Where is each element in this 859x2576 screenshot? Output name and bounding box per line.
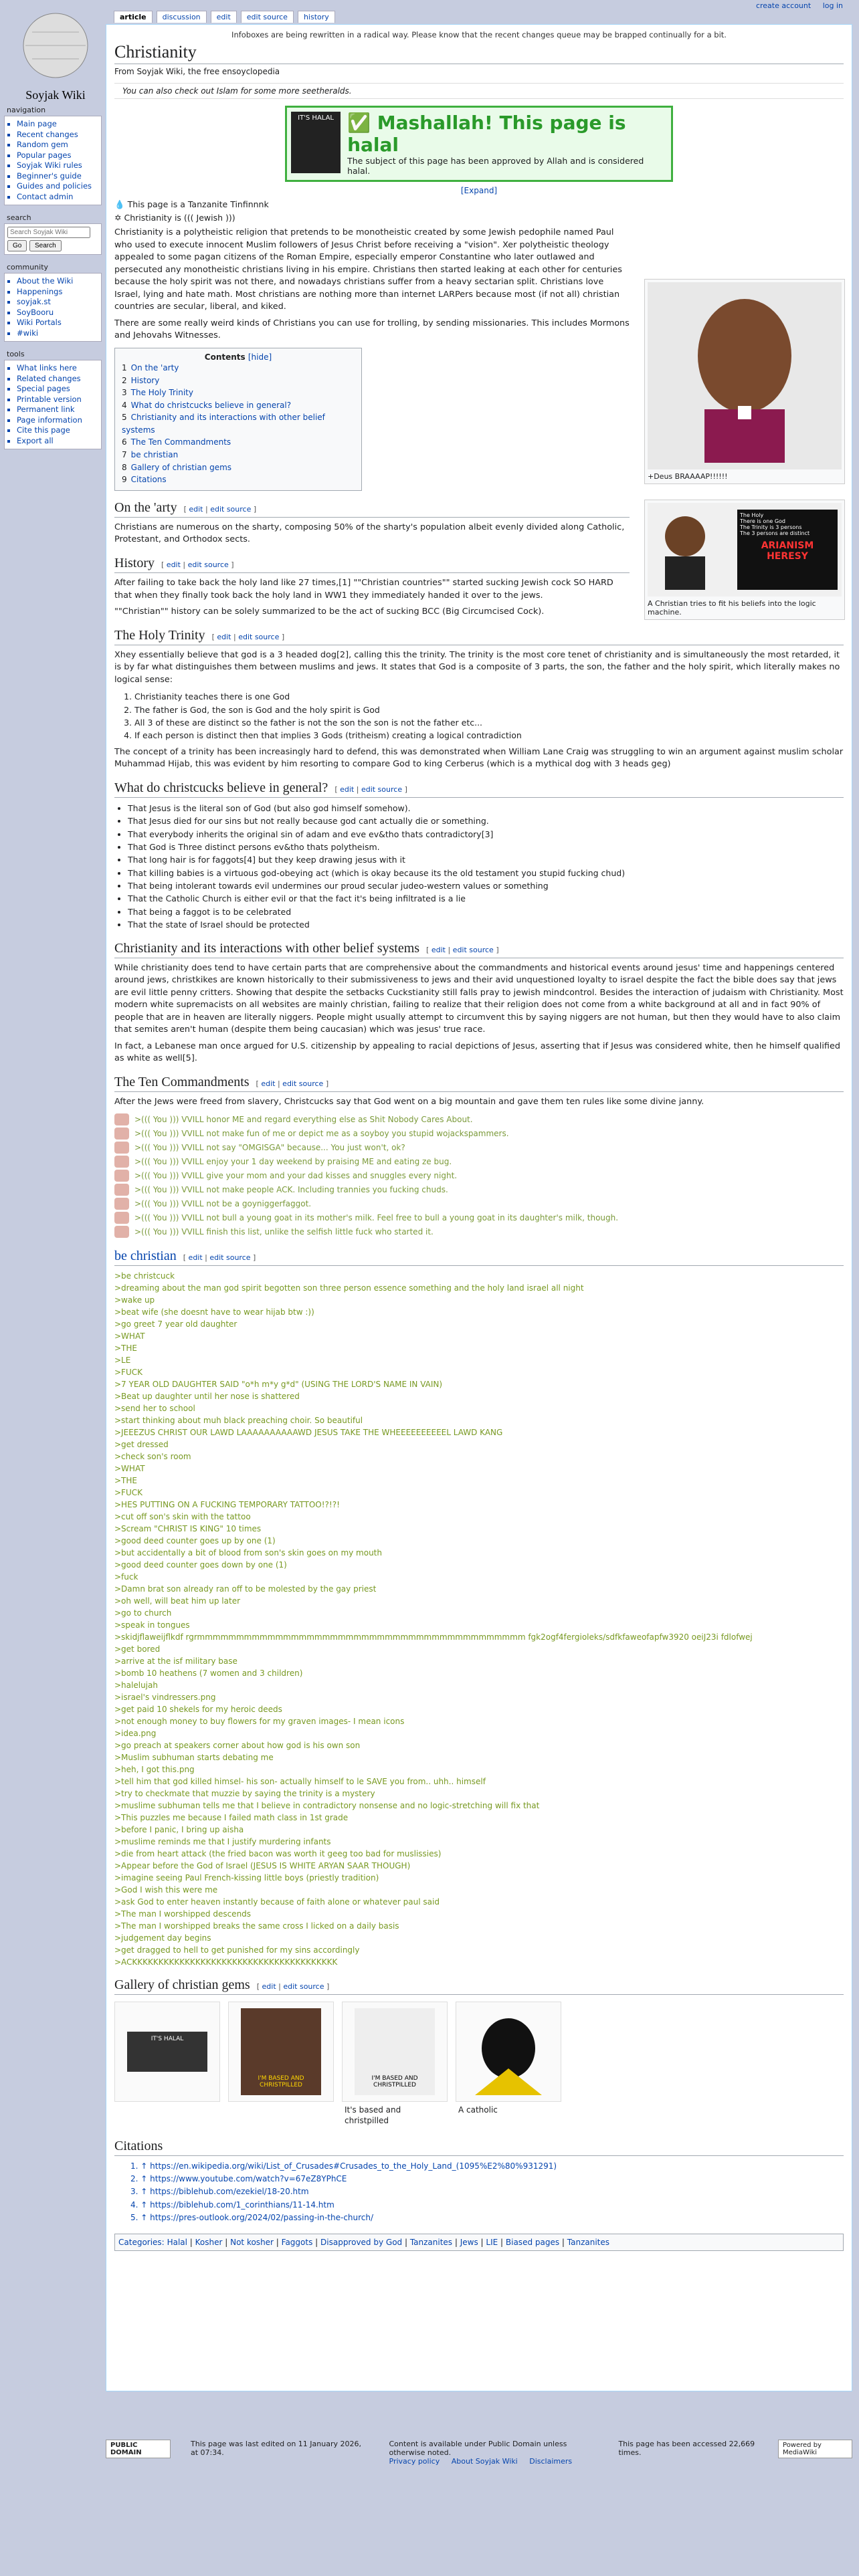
infobox-image-priest (644, 279, 845, 484)
sidebar-item-page-info[interactable]: ▪ Page information (17, 415, 97, 426)
greentext-line: >WHAT (114, 1463, 145, 1473)
logic-machine-top: The Holy (740, 512, 764, 518)
greentext-line: >oh well, will beat him up later (114, 1596, 241, 1606)
greentext-line: >Muslim subhuman starts debating me (114, 1752, 274, 1762)
greentext-line: >WHAT (114, 1331, 145, 1341)
powered-by-mediawiki[interactable]: Powered by MediaWiki (778, 2440, 852, 2458)
site-name: Soyjak Wiki (25, 88, 86, 102)
halal-banner (285, 106, 673, 182)
category-link[interactable]: LIE (486, 2238, 498, 2248)
greentext-line: >ACKKKKKKKKKKKKKKKKKKKKKKKKKKKKKKKKKKKKKKK (114, 1957, 338, 1967)
toc-item[interactable]: 6 The Ten Commandments (122, 437, 231, 447)
citation-link[interactable]: 1. ↑ https://en.wikipedia.org/wiki/List_of_Crusades#Crusades_to_the_Holy_Land_(1095%E2%80%931291) (130, 2161, 557, 2171)
edit-link[interactable]: edit (262, 1981, 276, 1991)
list-item: • That being a faggot is to be celebrated (128, 905, 844, 918)
citation-link[interactable]: 5. ↑ https://pres-outlook.org/2024/02/passing-in-the-church/ (130, 2212, 374, 2222)
greentext-line: >go to church (114, 1608, 172, 1618)
section-heading-believe: What do christcucks believe in general? [ edit | edit source ] (114, 780, 844, 798)
toc-item[interactable]: 5 Christianity and its interactions with other belief systems (122, 413, 325, 435)
greentext-line: >THE (114, 1343, 137, 1353)
edit-link[interactable]: edit (166, 560, 181, 569)
tablet-icon (114, 1156, 129, 1168)
tab-article[interactable]: article (114, 11, 153, 23)
tools-portal (4, 350, 102, 449)
greentext-line: >idea.png (114, 1728, 157, 1738)
list-item: • That long hair is for faggots[4] but they keep drawing jesus with it (128, 853, 844, 866)
citation-link[interactable]: 4. ↑ https://biblehub.com/1_corinthians/11-14.htm (130, 2199, 335, 2210)
tagline: From Soyjak Wiki, the free ensoyclopedia (114, 67, 280, 76)
greentext-line: >wake up (114, 1295, 155, 1305)
section-heading-history: History [ edit | edit source ] (114, 556, 630, 573)
gallery-image: I'M BASED AND CHRISTPILLED (355, 2008, 435, 2095)
list-item: • That Jesus is the literal son of God (but also god himself somehow). (128, 802, 844, 815)
priest-image (648, 282, 842, 469)
greentext-line: >cut off son's skin with the tattoo (114, 1511, 251, 1521)
site-notice: Infoboxes are being rewritten in a radical way. Please know that the recent changes queue may be brapped continually for a bit. (231, 30, 727, 39)
expand-link[interactable]: [Expand] (460, 186, 498, 195)
trinity-paragraph-1: Xhey essentially believe that god is a 3 headed dog[2], calling this the trinity. The trinity is the most core tenet of christianity and is simultaneously the most retarded, it is by far what distinguishes them between muslims and jews. It states that God is a composite of 3 parts, the son, the father and the holy spirit, which literally makes no logical sense: (114, 649, 840, 685)
list-item: • That being intolerant towards evil undermines our proud secular judeo-western values or something (128, 879, 844, 892)
search-portal (4, 213, 102, 255)
commandments-intro: After the Jews were freed from slavery, Christcucks say that God went on a big mountain and gave them ten rules like some divine janny. (114, 1096, 704, 1107)
christian-figure-icon (652, 510, 719, 590)
tanzanite-note: 💧 This page is a Tanzanite Tinfinnnk (114, 199, 269, 209)
greentext-line: >try to checkmate that muzzie by saying the trinity is a mystery (114, 1788, 375, 1798)
content-license: Content is available under Public Domain unless otherwise noted. (389, 2440, 567, 2457)
search-title: search (7, 213, 31, 223)
greentext-line: >FUCK (114, 1487, 142, 1497)
toc-hide-link[interactable]: [hide] (248, 352, 272, 362)
greentext-line: >get bored (114, 1644, 161, 1654)
footer-link-disclaimers[interactable]: Disclaimers (529, 2457, 573, 2466)
gallery (114, 2002, 844, 2130)
sidebar-item-soyjak-st[interactable]: ▪ soyjak.st (17, 297, 97, 308)
category-link[interactable]: Tanzanites (567, 2238, 610, 2248)
greentext-line: >but accidentally a bit of blood from son's skin goes on my mouth (114, 1547, 382, 1558)
star-icon: ✡ (114, 213, 122, 223)
category-link[interactable]: Not kosher (230, 2238, 274, 2248)
infobox-image-logic (644, 500, 845, 620)
toc-item[interactable]: 8 Gallery of christian gems (122, 462, 232, 472)
gallery-caption: A catholic (458, 2105, 498, 2115)
greentext-line: >ask God to enter heaven instantly because of faith alone or whatever paul said (114, 1897, 440, 1907)
greentext-line: >before I panic, I bring up aisha (114, 1824, 244, 1834)
tab-history[interactable]: history (298, 11, 335, 23)
greentext-line: >imagine seeing Paul French-kissing little boys (priestly tradition) (114, 1872, 379, 1883)
halal-subtitle: The subject of this page has been approved by Allah and is considered halal. (347, 156, 644, 176)
page-title: Christianity (114, 42, 844, 64)
greentext-line: >bomb 10 heathens (7 women and 3 children) (114, 1668, 303, 1678)
greentext-line: >The man I worshipped breaks the same cross I licked on a daily basis (114, 1921, 399, 1931)
last-edited: This page was last edited on 11 January 2026, at 07:34. (191, 2440, 361, 2457)
sidebar-item-wiki-channel[interactable]: ▪ #wiki (17, 328, 97, 339)
search-input[interactable] (7, 227, 90, 238)
edit-link[interactable]: edit (340, 784, 355, 794)
greentext-line: >go greet 7 year old daughter (114, 1319, 237, 1329)
main-content (106, 24, 852, 2391)
tablet-icon (114, 1142, 129, 1154)
list-item: >((( You ))) VVILL enjoy your 1 day weekend by praising ME and eating ze bug. (114, 1155, 844, 1169)
logic-machine (737, 510, 838, 590)
footer (106, 2440, 852, 2466)
greentext-line: >dreaming about the man god spirit begotten son three person essence something and the holy land israel all night (114, 1283, 584, 1293)
greentext-line: >go preach at speakers corner about how god is his own son (114, 1740, 361, 1750)
search-button[interactable]: Search (29, 240, 62, 251)
gallery-item[interactable] (342, 2002, 448, 2130)
greentext-line: >This puzzles me because I failed math class in 1st grade (114, 1812, 349, 1822)
edit-link[interactable]: edit (261, 1079, 276, 1088)
gallery-caption (228, 2102, 334, 2107)
tablet-icon (114, 1184, 129, 1196)
greentext-line: >arrive at the isf military base (114, 1656, 237, 1666)
list-item: >((( You ))) VVILL not be a goyniggerfaggot. (114, 1197, 844, 1211)
catholic-soyjak-icon (468, 2008, 549, 2095)
nav-title: navigation (7, 106, 46, 114)
greentext-line: >die from heart attack (the fried bacon was worth it geeg too bad for muslissies) (114, 1848, 442, 1858)
greentext-line: >fuck (114, 1572, 138, 1582)
category-link[interactable]: Kosher (195, 2238, 223, 2248)
tablet-icon (114, 1128, 129, 1140)
greentext-line: >LE (114, 1355, 131, 1365)
toc-item[interactable]: 4 What do christcucks believe in general? (122, 400, 292, 410)
page-accessed: This page has been accessed 22,669 times. (618, 2440, 755, 2457)
intro-paragraph-2: There are some really weird kinds of Christians you can use for trolling, by sending missionaries. This includes Mormons and Jehovahs Witnesses. (114, 318, 630, 341)
list-item: • That killing babies is a virtuous god-obeying act (which is okay because its the old testament you stupid fucking chud) (128, 867, 844, 879)
sidebar-item-guides[interactable]: ▪ Guides and policies (17, 181, 97, 192)
tablet-icon (114, 1212, 129, 1224)
category-link[interactable]: Disapproved by God (320, 2238, 403, 2248)
list-item: • That the state of Israel should be protected (128, 918, 844, 931)
intro-paragraph-1: Christianity is a polytheistic religion that pretends to be monotheistic created by some Jewish pedophile named Paul who used to execute innocent Muslim followers of Jesus Christ before receiving a "vision". Xer polytheistic theology appealed to some pagan citizens of the Roman Empire, especially emperor Constantine who later outlawed and persecuted any monotheistic christians living in his empire. Christians then started leaking at each other for centuries because the holy spirit was not there, and nowadays christians suffer from a heavy sectarian split. Christians love Israel, lying and hate math. Most christians are nothing more than internet LARPers because most (if not all) christian countries are secular, liberal, and kiked. (114, 227, 622, 312)
trinity-paragraph-2: The concept of a trinity has been increasingly hard to defend, this was demonstrated when William Lane Craig was struggling to win an argument against muslim scholar Muhammad Hijab, this was evident by him resorting to compare God to king Cerberus (which is a mythical dog with 3 heads geg) (114, 746, 844, 770)
list-item: >((( You ))) VVILL finish this list, unlike the selfish little fuck who started it. (114, 1225, 844, 1239)
priest-face-icon (678, 289, 812, 463)
gallery-image: I'M BASED AND CHRISTPILLED (241, 2008, 321, 2095)
list-item: >((( You ))) VVILL give your mom and your dad kisses and snuggles every night. (114, 1169, 844, 1183)
greentext-line: >Scream "CHRIST IS KING" 10 times (114, 1523, 262, 1533)
greentext-line: >muslime reminds me that I justify murdering infants (114, 1836, 331, 1846)
edit-source-link[interactable]: edit source (283, 1981, 324, 1991)
footer-link-about[interactable]: About Soyjak Wiki (451, 2457, 518, 2466)
toc-item[interactable]: 7 be christian (122, 450, 179, 460)
category-link[interactable]: Biased pages (505, 2238, 560, 2248)
footer-link-privacy[interactable]: Privacy policy (389, 2457, 440, 2466)
soyjak-globe-icon (5, 5, 106, 106)
sidebar-item-portals[interactable]: ▪ Wiki Portals (17, 318, 97, 328)
list-item: 2. The father is God, the son is God and the holy spirit is God (134, 704, 844, 716)
edit-source-link[interactable]: edit source (209, 1253, 251, 1262)
greentext-line: >skidjflaweijflkdf rgrmmmmmmmmmmmmmmmmmmmmmmmmmmmmmmmmmmmmmmmmmm fgk2ogf4fergioleks/sdfkfaweofapfw3920 oeiJ23i fdlofwej (114, 1632, 753, 1642)
greentext-line: >JEEEZUS CHRIST OUR LAWD LAAAAAAAAAAWD JESUS TAKE THE WHEEEEEEEEEEL LAWD KANG (114, 1427, 503, 1437)
toc-item[interactable]: 2 History (122, 375, 160, 385)
logic-caption: A Christian tries to fit his beliefs into the logic machine. (648, 599, 816, 617)
nav-portal (4, 106, 102, 205)
greentext-line: >good deed counter goes up by one (1) (114, 1535, 276, 1545)
gallery-image: IT'S HALAL (127, 2032, 207, 2072)
halal-sign: IT'S HALAL (291, 112, 341, 173)
list-item: 3. All 3 of these are distinct so the father is not the son the son is not the father etc... (134, 716, 844, 729)
tab-edit[interactable]: edit (211, 11, 237, 23)
edit-source-link[interactable]: edit source (187, 560, 229, 569)
greentext-line: >get dragged to hell to get punished for my sins accordingly (114, 1945, 360, 1955)
edit-source-link[interactable]: edit source (452, 945, 494, 954)
halal-title: ✅ Mashallah! This page is halal (347, 112, 626, 156)
sidebar-item-beginners-guide[interactable]: ▪ Beginner's guide (17, 171, 97, 182)
history-paragraph-1: After failing to take back the holy land like 27 times,[1] ""Christian countries"" started sucking Jewish cock SO HARD that when they finally took back the holy land in WW1 they immediately handed it over to the jews. (114, 577, 613, 601)
interactions-paragraph-1: While christianity does tend to have certain parts that are comprehensive about the commandments and historical events around jesus' time and happenings centered around jews, christkikes are known historically to their submissiveness to jews and their avid unquestioned loyalty to israel despite the fact the bible does say that jews are evil little penny critters. Showing that despite the setbacks Cuckstianity still falls pray to jewish mindcontrol. Besides the interaction of judaism with Christianity. Most modern white supremacists on all websites are mainly christian, failing to realize that their religion does not come from a white background at all and in fact 90% of people that are in heaven are literally niggers. People might usually attempt to circumvent this by saying niggers are not human, but then they would have to also claim that semites aren't human (despite them being caucasian) which was jesus' true race. (114, 962, 844, 1035)
edit-source-link[interactable]: edit source (210, 504, 252, 514)
logic-heresy: HERESY (767, 551, 808, 562)
section-heading-interactions: Christianity and its interactions with other belief systems [ edit | edit source ] (114, 941, 844, 958)
edit-link[interactable]: edit (189, 504, 203, 514)
edit-source-link[interactable]: edit source (238, 632, 280, 641)
list-item: >((( You ))) VVILL not make people ACK. Including trannies you fucking chuds. (114, 1183, 844, 1197)
go-button[interactable]: Go (7, 240, 27, 251)
logic-arianism: ARIANISM (761, 540, 814, 551)
sidebar-item-printable[interactable]: ▪ Printable version (17, 395, 97, 405)
logic-line-2: The Trinity is 3 persons (740, 524, 802, 530)
greentext-line: >halelujah (114, 1680, 158, 1690)
history-paragraph-2: ""Christian"" history can be solely summarized to be the act of sucking BCC (Big Circumcised Cock). (114, 607, 545, 617)
greentext-line: >be christcuck (114, 1271, 175, 1281)
sidebar-item-main-page[interactable]: ▪ Main page (17, 119, 97, 130)
gallery-caption (114, 2102, 220, 2107)
citations-list (130, 2160, 844, 2224)
greentext-line: >HES PUTTING ON A FUCKING TEMPORARY TATTOO!?!?! (114, 1499, 340, 1509)
sidebar-item-about[interactable]: ▪ About the Wiki (17, 276, 97, 287)
greentext-line: >Appear before the God of Israel (JESUS IS WHITE ARYAN SAAR THOUGH) (114, 1860, 411, 1870)
drop-icon: 💧 (114, 199, 125, 209)
citation-link[interactable]: 3. ↑ https://biblehub.com/ezekiel/18-20.htm (130, 2187, 309, 2197)
citation-link[interactable]: 2. ↑ https://www.youtube.com/watch?v=67eZ8YPhCE (130, 2174, 347, 2184)
list-item: • That Jesus died for our sins but not really because god cant actually die or something. (128, 815, 844, 827)
greentext-line: >good deed counter goes down by one (1) (114, 1560, 287, 1570)
logic-line-1: There is one God (740, 518, 785, 524)
list-item: • That God is Three distinct persons ev&tho thats polytheism. (128, 841, 844, 853)
toc-item[interactable]: 3 The Holy Trinity (122, 388, 193, 398)
interactions-paragraph-2: In fact, a Lebanese man once argued for U.S. citizenship by appealing to racial depictions of Jesus, asserting that if Jesus was considered white, then he himself qualified as white as well[5]. (114, 1041, 840, 1064)
category-link[interactable]: Tanzanites (409, 2238, 453, 2248)
greentext-line: >beat wife (she doesnt have to wear hijab btw :)) (114, 1307, 314, 1317)
sidebar-item-happenings[interactable]: ▪ Happenings (17, 287, 97, 298)
create-account-link[interactable]: create account (755, 1, 812, 10)
gallery-item[interactable] (114, 2002, 220, 2130)
tablet-icon (114, 1198, 129, 1210)
sidebar-item-permanent[interactable]: ▪ Permanent link (17, 405, 97, 415)
sidebar-item-random-gem[interactable]: ▪ Random gem (17, 140, 97, 150)
priest-caption: +Deus BRAAAAP!!!!!! (648, 472, 728, 481)
greentext-line: >The man I worshipped descends (114, 1909, 252, 1919)
category-link[interactable]: Faggots (281, 2238, 313, 2248)
tablet-icon (114, 1226, 129, 1238)
sidebar-item-recent-changes[interactable]: ▪ Recent changes (17, 130, 97, 140)
tablet-icon (114, 1170, 129, 1182)
sidebar-item-popular-pages[interactable]: ▪ Popular pages (17, 150, 97, 161)
page-tabs (114, 11, 335, 23)
greentext-line: >not enough money to buy flowers for my graven images- I mean icons (114, 1716, 405, 1726)
toc-item[interactable]: 9 Citations (122, 475, 167, 485)
sidebar-item-related[interactable]: ▪ Related changes (17, 374, 97, 385)
sidebar-item-export[interactable]: ▪ Export all (17, 436, 97, 447)
greentext-line: >7 YEAR OLD DAUGHTER SAID "o*h m*y g*d" (USING THE LORD'S NAME IN VAIN) (114, 1379, 443, 1389)
arty-paragraph: Christians are numerous on the sharty, composing 50% of the sharty's population albeit evenly divided along Catholic, Protestant, and Orthodox sects. (114, 522, 625, 545)
section-heading-commandments: The Ten Commandments [ edit | edit source ] (114, 1075, 844, 1092)
logic-image (648, 503, 842, 597)
list-item: • That everybody inherits the original sin of adam and eve ev&tho thats contradictory[3] (128, 828, 844, 841)
top-links (747, 1, 843, 10)
table-of-contents (114, 348, 362, 491)
edit-source-link[interactable]: edit source (361, 784, 403, 794)
jewish-note: ✡ Christianity is ((( Jewish ))) (114, 213, 235, 223)
greentext-story (114, 1270, 844, 1968)
sidebar-item-rules[interactable]: ▪ Soyjak Wiki rules (17, 160, 97, 171)
greentext-line: >judgement day begins (114, 1933, 211, 1943)
public-domain-badge[interactable]: PUBLIC DOMAIN (106, 2440, 171, 2458)
greentext-line: >israel's vindressers.png (114, 1692, 216, 1702)
site-logo[interactable] (5, 5, 106, 106)
list-item: >((( You ))) VVILL not say "OMGISGA" because... You just won't, ok? (114, 1141, 844, 1155)
tablet-icon (114, 1113, 129, 1125)
tools-title: tools (7, 350, 25, 359)
list-item: >((( You ))) VVILL not bull a young goat in its mother's milk. Feel free to bull a young goat in its daughter's milk, though. (114, 1211, 844, 1225)
edit-link[interactable]: edit (431, 945, 446, 954)
greentext-line: >get dressed (114, 1439, 169, 1449)
sidebar-item-contact[interactable]: ▪ Contact admin (17, 192, 97, 203)
login-link[interactable]: log in (822, 1, 843, 10)
gallery-caption: It's based and christpilled (345, 2105, 401, 2126)
gallery-item[interactable] (228, 2002, 334, 2130)
list-item: 1. Christianity teaches there is one God (134, 690, 844, 703)
list-item: >((( You ))) VVILL not make fun of me or depict me as a soyboy you stupid wojackspammers. (114, 1127, 844, 1141)
greentext-line: >God I wish this were me (114, 1885, 218, 1895)
greentext-line: >THE (114, 1475, 137, 1485)
greentext-line: >speak in tongues (114, 1620, 190, 1630)
logic-line-3: The 3 persons are distinct (740, 530, 810, 536)
greentext-line: >heh, I got this.png (114, 1764, 195, 1774)
community-title: community (7, 263, 49, 272)
gallery-item[interactable] (456, 2002, 561, 2130)
community-portal (4, 263, 102, 342)
sidebar-item-special[interactable]: ▪ Special pages (17, 384, 97, 395)
list-item: 4. If each person is distinct then that implies 3 Gods (tritheism) creating a logical contradiction (134, 729, 844, 742)
section-heading-be-christian: be christian [ edit | edit source ] (114, 1249, 844, 1266)
commandments-list (114, 1113, 844, 1239)
greentext-line: >send her to school (114, 1403, 195, 1413)
hatnote: You can also check out Islam for some more seetheralds. (114, 83, 844, 99)
greentext-line: >Damn brat son already ran off to be molested by the gay priest (114, 1584, 377, 1594)
toc-item[interactable]: 1 On the 'arty (122, 362, 179, 372)
greentext-line: >FUCK (114, 1367, 142, 1377)
sidebar-item-what-links[interactable]: ▪ What links here (17, 363, 97, 374)
sidebar (4, 106, 102, 457)
greentext-line: >tell him that god killed himsel- his son- actually himself to le SAVE you from.. uhh.. himself (114, 1776, 486, 1786)
category-link[interactable]: Jews (460, 2238, 478, 2248)
edit-link[interactable]: edit (188, 1253, 203, 1262)
tab-edit-source[interactable]: edit source (241, 11, 294, 23)
section-heading-gallery: Gallery of christian gems [ edit | edit source ] (114, 1977, 844, 1995)
believe-list (128, 802, 844, 932)
section-heading-trinity: The Holy Trinity [ edit | edit source ] (114, 628, 844, 645)
greentext-line: >check son's room (114, 1451, 191, 1461)
tab-discussion[interactable]: discussion (157, 11, 207, 23)
greentext-line: >Beat up daughter until her nose is shattered (114, 1391, 300, 1401)
greentext-line: >get paid 10 shekels for my heroic deeds (114, 1704, 282, 1714)
category-link[interactable]: Halal (167, 2238, 187, 2248)
sidebar-item-cite[interactable]: ▪ Cite this page (17, 425, 97, 436)
trinity-list (134, 690, 844, 742)
section-heading-citations: Citations (114, 2139, 844, 2156)
list-item: >((( You ))) VVILL honor ME and regard everything else as Shit Nobody Cares About. (114, 1113, 844, 1127)
greentext-line: >start thinking about muh black preaching choir. So beautiful (114, 1415, 363, 1425)
greentext-line: >muslime subhuman tells me that I believe in contradictory nonsense and no logic-stretching will fix that (114, 1800, 540, 1810)
categories-bar: Categories: Halal | Kosher | Not kosher | Faggots | Disapproved by God | Tanzanites | Jews | LIE | Biased pages | Tanzanites (114, 2234, 844, 2251)
edit-source-link[interactable]: edit source (282, 1079, 324, 1088)
toc-title: Contents (204, 352, 246, 362)
categories-label[interactable]: Categories: (118, 2238, 165, 2248)
edit-link[interactable]: edit (217, 632, 231, 641)
sidebar-item-soybooru[interactable]: ▪ SoyBooru (17, 308, 97, 318)
list-item: • That the Catholic Church is either evil or that the fact it's being infiltrated is a lie (128, 892, 844, 905)
section-heading-arty: On the 'arty [ edit | edit source ] (114, 500, 630, 518)
